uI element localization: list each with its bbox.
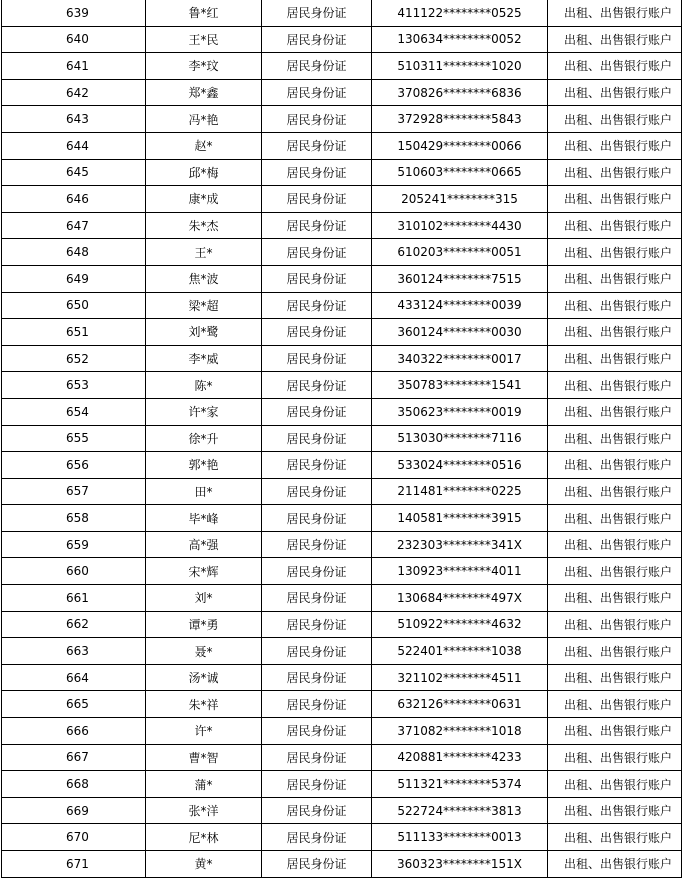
id-number-cell: 360124********7515 [372,265,548,292]
table-row [2,851,682,878]
id-type-cell: 居民身份证 [262,26,372,53]
id-number-cell: 433124********0039 [372,292,548,319]
id-number-cell: 632126********0631 [372,691,548,718]
name-cell: 张*洋 [146,797,262,824]
name-cell: 蒲* [146,771,262,798]
reason-cell: 出租、出售银行账户 [548,744,682,771]
row-number-cell: 655 [2,425,146,452]
table-row [2,212,682,239]
id-number-cell: 360124********0030 [372,319,548,346]
reason-cell: 出租、出售银行账户 [548,452,682,479]
table-row [2,744,682,771]
id-type-cell: 居民身份证 [262,691,372,718]
table-row [2,53,682,80]
row-number-cell: 640 [2,26,146,53]
reason-cell: 出租、出售银行账户 [548,691,682,718]
id-number-cell: 420881********4233 [372,744,548,771]
name-cell: 焦*波 [146,265,262,292]
id-type-cell: 居民身份证 [262,531,372,558]
row-number-cell: 667 [2,744,146,771]
name-cell: 刘*鹭 [146,319,262,346]
row-number-cell: 656 [2,452,146,479]
table-row [2,638,682,665]
row-number-cell: 641 [2,53,146,80]
name-cell: 汤*诚 [146,664,262,691]
id-type-cell: 居民身份证 [262,664,372,691]
reason-cell: 出租、出售银行账户 [548,558,682,585]
row-number-cell: 639 [2,0,146,26]
id-type-cell: 居民身份证 [262,478,372,505]
table-row [2,718,682,745]
table-row [2,664,682,691]
reason-cell: 出租、出售银行账户 [548,265,682,292]
table-row [2,558,682,585]
row-number-cell: 663 [2,638,146,665]
table-row [2,26,682,53]
table-row [2,398,682,425]
reason-cell: 出租、出售银行账户 [548,106,682,133]
reason-cell: 出租、出售银行账户 [548,425,682,452]
table-row [2,611,682,638]
id-number-cell: 130634********0052 [372,26,548,53]
name-cell: 朱*杰 [146,212,262,239]
reason-cell: 出租、出售银行账户 [548,478,682,505]
row-number-cell: 669 [2,797,146,824]
row-number-cell: 668 [2,771,146,798]
reason-cell: 出租、出售银行账户 [548,797,682,824]
name-cell: 聂* [146,638,262,665]
reason-cell: 出租、出售银行账户 [548,851,682,878]
name-cell: 徐*升 [146,425,262,452]
id-type-cell: 居民身份证 [262,744,372,771]
name-cell: 陈* [146,372,262,399]
reason-cell: 出租、出售银行账户 [548,585,682,612]
id-number-cell: 205241********315 [372,186,548,213]
row-number-cell: 644 [2,132,146,159]
id-number-cell: 610203********0051 [372,239,548,266]
name-cell: 赵* [146,132,262,159]
reason-cell: 出租、出售银行账户 [548,212,682,239]
row-number-cell: 647 [2,212,146,239]
name-cell: 朱*祥 [146,691,262,718]
table-row [2,159,682,186]
id-type-cell: 居民身份证 [262,79,372,106]
id-number-cell: 411122********0525 [372,0,548,26]
table-row [2,239,682,266]
reason-cell: 出租、出售银行账户 [548,132,682,159]
reason-cell: 出租、出售银行账户 [548,398,682,425]
reason-cell: 出租、出售银行账户 [548,0,682,26]
table-row [2,132,682,159]
name-cell: 曹*智 [146,744,262,771]
reason-cell: 出租、出售银行账户 [548,53,682,80]
id-type-cell: 居民身份证 [262,824,372,851]
id-number-cell: 340322********0017 [372,345,548,372]
reason-cell: 出租、出售银行账户 [548,505,682,532]
id-type-cell: 居民身份证 [262,0,372,26]
row-number-cell: 664 [2,664,146,691]
id-number-cell: 510311********1020 [372,53,548,80]
name-cell: 康*成 [146,186,262,213]
id-number-cell: 350783********1541 [372,372,548,399]
id-number-cell: 510922********4632 [372,611,548,638]
table-row [2,531,682,558]
id-number-cell: 533024********0516 [372,452,548,479]
row-number-cell: 670 [2,824,146,851]
name-cell: 田* [146,478,262,505]
id-number-cell: 511321********5374 [372,771,548,798]
table-row [2,319,682,346]
name-cell: 许* [146,718,262,745]
name-cell: 梁*超 [146,292,262,319]
row-number-cell: 652 [2,345,146,372]
name-cell: 毕*峰 [146,505,262,532]
id-number-cell: 522401********1038 [372,638,548,665]
row-number-cell: 651 [2,319,146,346]
name-cell: 刘* [146,585,262,612]
row-number-cell: 671 [2,851,146,878]
reason-cell: 出租、出售银行账户 [548,239,682,266]
reason-cell: 出租、出售银行账户 [548,186,682,213]
id-type-cell: 居民身份证 [262,265,372,292]
row-number-cell: 660 [2,558,146,585]
reason-cell: 出租、出售银行账户 [548,319,682,346]
reason-cell: 出租、出售银行账户 [548,611,682,638]
id-type-cell: 居民身份证 [262,132,372,159]
id-number-cell: 372928********5843 [372,106,548,133]
reason-cell: 出租、出售银行账户 [548,292,682,319]
reason-cell: 出租、出售银行账户 [548,26,682,53]
id-type-cell: 居民身份证 [262,292,372,319]
name-cell: 郑*鑫 [146,79,262,106]
row-number-cell: 650 [2,292,146,319]
reason-cell: 出租、出售银行账户 [548,771,682,798]
table-row [2,345,682,372]
id-type-cell: 居民身份证 [262,425,372,452]
row-number-cell: 648 [2,239,146,266]
row-number-cell: 642 [2,79,146,106]
id-number-cell: 150429********0066 [372,132,548,159]
id-number-cell: 513030********7116 [372,425,548,452]
id-type-cell: 居民身份证 [262,718,372,745]
reason-cell: 出租、出售银行账户 [548,345,682,372]
id-type-cell: 居民身份证 [262,345,372,372]
row-number-cell: 659 [2,531,146,558]
reason-cell: 出租、出售银行账户 [548,718,682,745]
id-type-cell: 居民身份证 [262,398,372,425]
id-type-cell: 居民身份证 [262,505,372,532]
table-row [2,372,682,399]
name-cell: 王* [146,239,262,266]
reason-cell: 出租、出售银行账户 [548,79,682,106]
name-cell: 宋*辉 [146,558,262,585]
id-number-cell: 371082********1018 [372,718,548,745]
table-row [2,0,682,26]
row-number-cell: 666 [2,718,146,745]
row-number-cell: 653 [2,372,146,399]
row-number-cell: 649 [2,265,146,292]
name-cell: 鲁*红 [146,0,262,26]
id-number-cell: 360323********151X [372,851,548,878]
row-number-cell: 661 [2,585,146,612]
name-cell: 高*强 [146,531,262,558]
id-number-cell: 232303********341X [372,531,548,558]
name-cell: 王*民 [146,26,262,53]
name-cell: 邱*梅 [146,159,262,186]
name-cell: 郭*艳 [146,452,262,479]
table-row [2,79,682,106]
id-number-cell: 522724********3813 [372,797,548,824]
reason-cell: 出租、出售银行账户 [548,638,682,665]
id-type-cell: 居民身份证 [262,372,372,399]
id-type-cell: 居民身份证 [262,558,372,585]
table-row [2,452,682,479]
name-cell: 谭*勇 [146,611,262,638]
name-cell: 冯*艳 [146,106,262,133]
table-row [2,478,682,505]
name-cell: 尼*林 [146,824,262,851]
id-type-cell: 居民身份证 [262,319,372,346]
row-number-cell: 654 [2,398,146,425]
id-type-cell: 居民身份证 [262,771,372,798]
id-type-cell: 居民身份证 [262,452,372,479]
table-row [2,186,682,213]
name-cell: 黄* [146,851,262,878]
id-number-cell: 350623********0019 [372,398,548,425]
row-number-cell: 657 [2,478,146,505]
reason-cell: 出租、出售银行账户 [548,531,682,558]
records-table-body [2,0,682,877]
table-row [2,691,682,718]
reason-cell: 出租、出售银行账户 [548,664,682,691]
id-type-cell: 居民身份证 [262,851,372,878]
table-row [2,797,682,824]
id-type-cell: 居民身份证 [262,797,372,824]
id-type-cell: 居民身份证 [262,53,372,80]
name-cell: 李*威 [146,345,262,372]
id-type-cell: 居民身份证 [262,212,372,239]
row-number-cell: 665 [2,691,146,718]
row-number-cell: 658 [2,505,146,532]
id-type-cell: 居民身份证 [262,585,372,612]
reason-cell: 出租、出售银行账户 [548,159,682,186]
row-number-cell: 645 [2,159,146,186]
id-number-cell: 140581********3915 [372,505,548,532]
id-number-cell: 211481********0225 [372,478,548,505]
row-number-cell: 643 [2,106,146,133]
id-number-cell: 370826********6836 [372,79,548,106]
name-cell: 许*家 [146,398,262,425]
id-number-cell: 130923********4011 [372,558,548,585]
table-row [2,771,682,798]
name-cell: 李*玟 [146,53,262,80]
records-table [1,0,682,878]
reason-cell: 出租、出售银行账户 [548,824,682,851]
id-number-cell: 511133********0013 [372,824,548,851]
table-row [2,585,682,612]
row-number-cell: 646 [2,186,146,213]
reason-cell: 出租、出售银行账户 [548,372,682,399]
table-row [2,106,682,133]
id-number-cell: 510603********0665 [372,159,548,186]
id-type-cell: 居民身份证 [262,159,372,186]
id-number-cell: 310102********4430 [372,212,548,239]
table-row [2,265,682,292]
table-row [2,505,682,532]
id-type-cell: 居民身份证 [262,186,372,213]
id-type-cell: 居民身份证 [262,611,372,638]
row-number-cell: 662 [2,611,146,638]
table-row [2,292,682,319]
id-type-cell: 居民身份证 [262,638,372,665]
id-number-cell: 321102********4511 [372,664,548,691]
table-row [2,425,682,452]
id-number-cell: 130684********497X [372,585,548,612]
id-type-cell: 居民身份证 [262,239,372,266]
table-row [2,824,682,851]
id-type-cell: 居民身份证 [262,106,372,133]
